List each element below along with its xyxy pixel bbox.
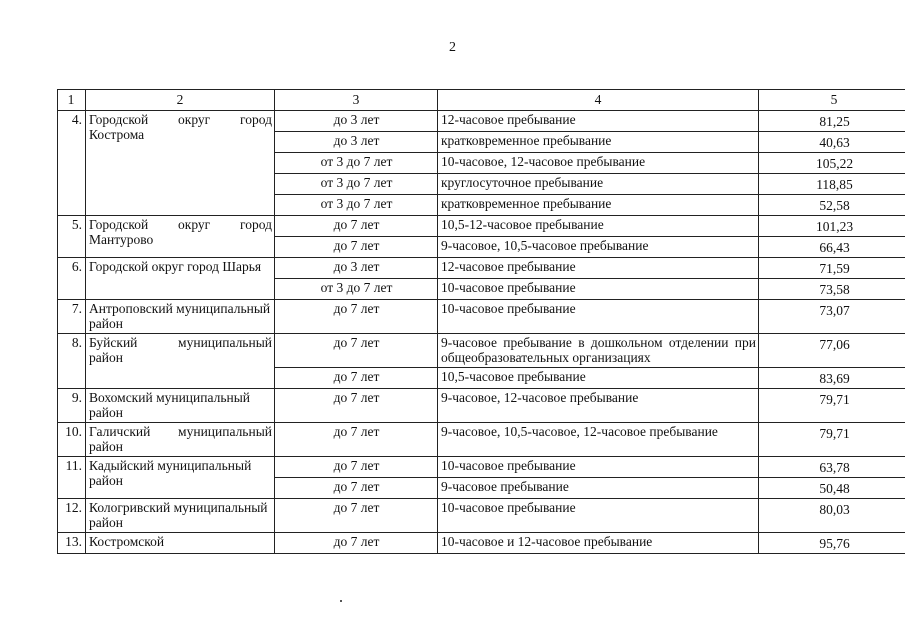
cost-value: 66,43 bbox=[759, 237, 905, 258]
table-header-row bbox=[58, 90, 905, 111]
header-col-2: 2 bbox=[86, 90, 275, 111]
age-group: до 3 лет bbox=[275, 132, 438, 153]
table-row bbox=[58, 111, 905, 132]
region-name: Галичский муниципальный район bbox=[86, 423, 275, 457]
stay-mode: круглосуточное пребывание bbox=[438, 174, 759, 195]
age-group: до 7 лет bbox=[275, 499, 438, 533]
table-row bbox=[58, 216, 905, 237]
header-col-1: 1 bbox=[58, 90, 86, 111]
row-number: 10. bbox=[58, 423, 86, 457]
tariff-table bbox=[57, 89, 905, 554]
table-row bbox=[58, 457, 905, 478]
age-group: от 3 до 7 лет bbox=[275, 153, 438, 174]
stay-mode: 10,5-часовое пребывание bbox=[438, 368, 759, 389]
row-number: 11. bbox=[58, 457, 86, 499]
age-group: до 7 лет bbox=[275, 237, 438, 258]
stay-mode: 10-часовое пребывание bbox=[438, 457, 759, 478]
cost-value: 77,06 bbox=[759, 334, 905, 368]
age-group: от 3 до 7 лет bbox=[275, 279, 438, 300]
stay-mode: 10,5-12-часовое пребывание bbox=[438, 216, 759, 237]
stay-mode: 9-часовое, 10,5-часовое, 12-часовое пребывание bbox=[438, 423, 759, 457]
cost-value: 40,63 bbox=[759, 132, 905, 153]
stay-mode: 10-часовое, 12-часовое пребывание bbox=[438, 153, 759, 174]
region-name: Вохомский муниципальный район bbox=[86, 389, 275, 423]
age-group: до 7 лет bbox=[275, 389, 438, 423]
table-row bbox=[58, 258, 905, 279]
cost-value: 105,22 bbox=[759, 153, 905, 174]
stay-mode: 9-часовое, 10,5-часовое пребывание bbox=[438, 237, 759, 258]
cost-value: 71,59 bbox=[759, 258, 905, 279]
table-row bbox=[58, 334, 905, 368]
table-row bbox=[58, 499, 905, 533]
age-group: до 7 лет bbox=[275, 216, 438, 237]
region-name: Городской округ город Шарья bbox=[86, 258, 275, 300]
region-name: Антроповский муниципальный район bbox=[86, 300, 275, 334]
table-row bbox=[58, 423, 905, 457]
cost-value: 52,58 bbox=[759, 195, 905, 216]
cost-value: 101,23 bbox=[759, 216, 905, 237]
stay-mode: 12-часовое пребывание bbox=[438, 258, 759, 279]
region-name: Городской округ город Мантурово bbox=[86, 216, 275, 258]
region-name: Кадыйский муниципальный район bbox=[86, 457, 275, 499]
stay-mode: 9-часовое пребывание bbox=[438, 478, 759, 499]
page-number: 2 bbox=[449, 40, 456, 55]
stay-mode: кратковременное пребывание bbox=[438, 132, 759, 153]
header-col-5: 5 bbox=[759, 90, 905, 111]
row-number: 12. bbox=[58, 499, 86, 533]
header-col-4: 4 bbox=[438, 90, 759, 111]
cost-value: 83,69 bbox=[759, 368, 905, 389]
stay-mode: 10-часовое пребывание bbox=[438, 499, 759, 533]
region-name: Костромской bbox=[86, 533, 275, 554]
cost-value: 63,78 bbox=[759, 457, 905, 478]
age-group: до 7 лет bbox=[275, 457, 438, 478]
age-group: от 3 до 7 лет bbox=[275, 174, 438, 195]
age-group: до 7 лет bbox=[275, 368, 438, 389]
stay-mode: 10-часовое пребывание bbox=[438, 300, 759, 334]
stay-mode: 12-часовое пребывание bbox=[438, 111, 759, 132]
age-group: от 3 до 7 лет bbox=[275, 195, 438, 216]
cost-value: 73,07 bbox=[759, 300, 905, 334]
row-number: 7. bbox=[58, 300, 86, 334]
stay-mode: 10-часовое и 12-часовое пребывание bbox=[438, 533, 759, 554]
age-group: до 3 лет bbox=[275, 258, 438, 279]
table-row bbox=[58, 389, 905, 423]
cost-value: 73,58 bbox=[759, 279, 905, 300]
table-row bbox=[58, 300, 905, 334]
row-number: 13. bbox=[58, 533, 86, 554]
cost-value: 118,85 bbox=[759, 174, 905, 195]
region-name: Кологривский муниципальный район bbox=[86, 499, 275, 533]
cost-value: 80,03 bbox=[759, 499, 905, 533]
cost-value: 81,25 bbox=[759, 111, 905, 132]
table-row bbox=[58, 533, 905, 554]
age-group: до 7 лет bbox=[275, 423, 438, 457]
stay-mode: 10-часовое пребывание bbox=[438, 279, 759, 300]
age-group: до 7 лет bbox=[275, 533, 438, 554]
stay-mode: 9-часовое, 12-часовое пребывание bbox=[438, 389, 759, 423]
row-number: 6. bbox=[58, 258, 86, 300]
region-name: Буйский муниципальный район bbox=[86, 334, 275, 389]
cost-value: 50,48 bbox=[759, 478, 905, 499]
row-number: 5. bbox=[58, 216, 86, 258]
region-name: Городской округ город Кострома bbox=[86, 111, 275, 216]
stay-mode: кратковременное пребывание bbox=[438, 195, 759, 216]
header-col-3: 3 bbox=[275, 90, 438, 111]
age-group: до 7 лет bbox=[275, 300, 438, 334]
age-group: до 7 лет bbox=[275, 334, 438, 368]
stay-mode: 9-часовое пребывание в дошкольном отделении при общеобразовательных организациях bbox=[438, 334, 759, 368]
age-group: до 3 лет bbox=[275, 111, 438, 132]
row-number: 9. bbox=[58, 389, 86, 423]
cost-value: 79,71 bbox=[759, 389, 905, 423]
row-number: 4. bbox=[58, 111, 86, 216]
cost-value: 95,76 bbox=[759, 533, 905, 554]
age-group: до 7 лет bbox=[275, 478, 438, 499]
row-number: 8. bbox=[58, 334, 86, 389]
scan-speck bbox=[340, 600, 342, 602]
cost-value: 79,71 bbox=[759, 423, 905, 457]
